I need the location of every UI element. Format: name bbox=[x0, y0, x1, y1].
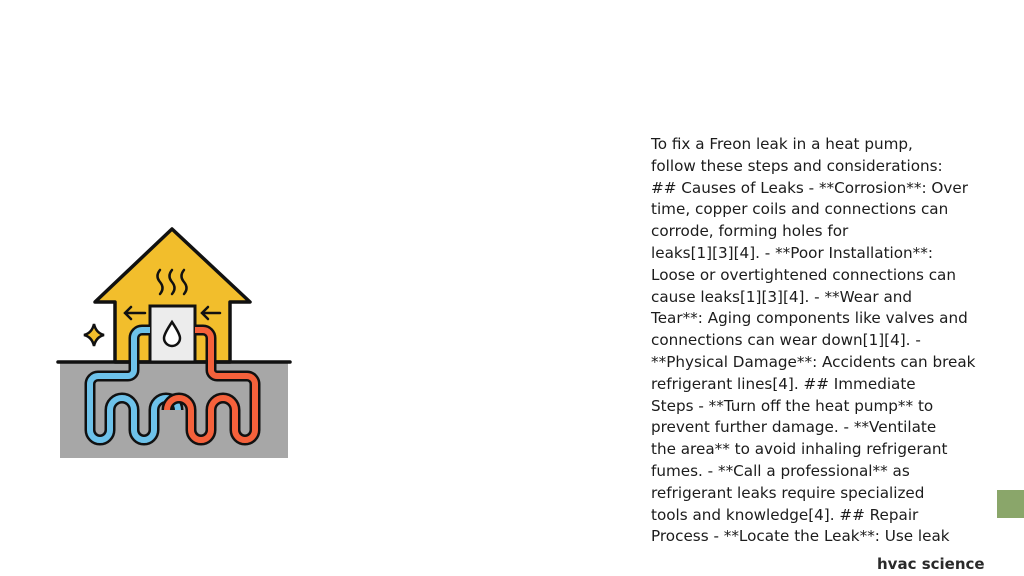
accent-square bbox=[997, 490, 1024, 518]
article-line: follow these steps and considerations: bbox=[651, 156, 943, 175]
article-line: Steps - **Turn off the heat pump** to bbox=[651, 396, 934, 415]
article-line: **Physical Damage**: Accidents can break bbox=[651, 352, 976, 371]
article-line: Tear**: Aging components like valves and bbox=[651, 309, 968, 328]
article-line: fumes. - **Call a professional** as bbox=[651, 461, 910, 480]
brand-logo-text: hvac science bbox=[877, 555, 985, 573]
article-line: the area** to avoid inhaling refrigerant bbox=[651, 440, 948, 459]
article-line: Process - **Locate the Leak**: Use leak bbox=[651, 527, 950, 546]
article-line: To fix a Freon leak in a heat pump, bbox=[651, 135, 913, 153]
article-text bbox=[651, 134, 991, 548]
article-line: ## Causes of Leaks - **Corrosion**: Over bbox=[651, 178, 968, 197]
article-line: refrigerant lines[4]. ## Immediate bbox=[651, 374, 916, 393]
article-line: prevent further damage. - **Ventilate bbox=[651, 418, 937, 437]
article-line: refrigerant leaks require specialized bbox=[651, 483, 925, 502]
article-line: leaks[1][3][4]. - **Poor Installation**: bbox=[651, 243, 933, 262]
article-line: tools and knowledge[4]. ## Repair bbox=[651, 505, 919, 524]
sparkle-icon bbox=[84, 324, 104, 346]
article-line: cause leaks[1][3][4]. - **Wear and bbox=[651, 287, 913, 306]
article-line: corrode, forming holes for bbox=[651, 222, 849, 241]
article-line: Loose or overtightened connections can bbox=[651, 265, 956, 284]
article-line: time, copper coils and connections can bbox=[651, 200, 949, 219]
article-line: connections can wear down[1][4]. - bbox=[651, 331, 921, 350]
